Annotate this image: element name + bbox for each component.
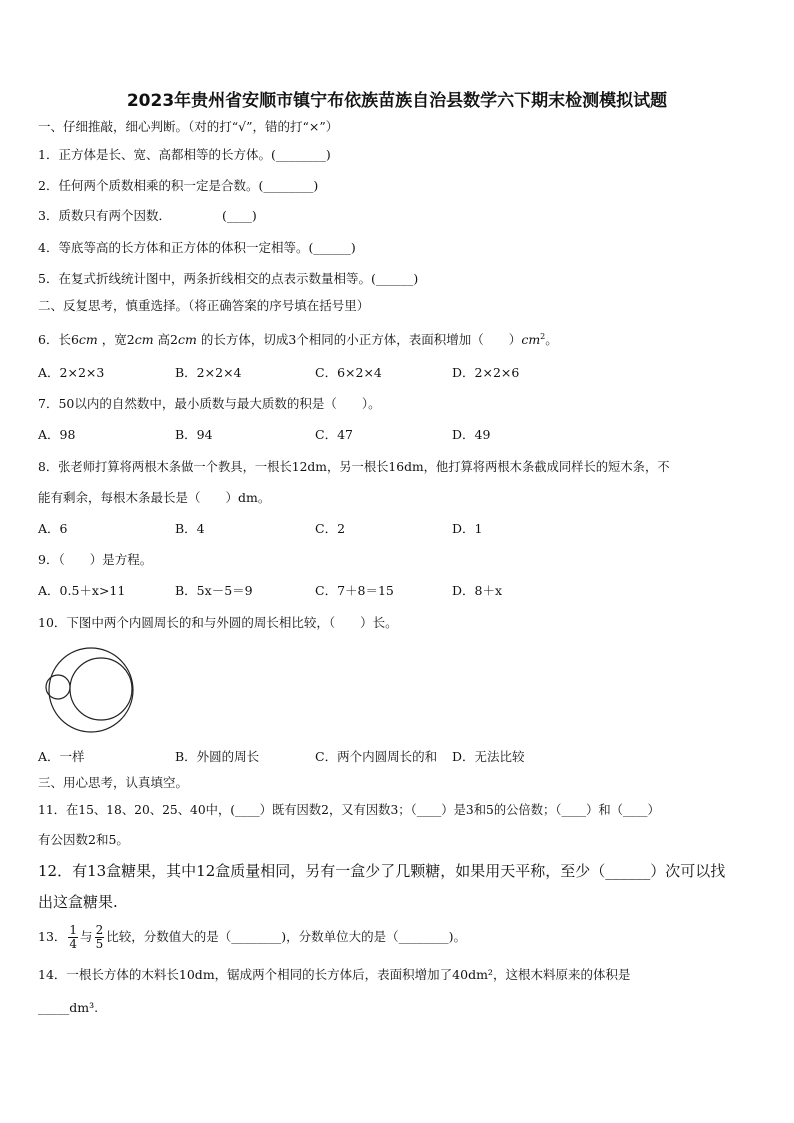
q6-unit-cm-4: cm [521, 332, 541, 348]
q10-option-b: B．外圆的周长 [175, 749, 260, 764]
question-9: 9．（ ）是方程。 [38, 552, 153, 567]
fraction-2-numerator: 2 [95, 923, 104, 937]
q6-unit-sup: 2 [540, 332, 546, 341]
q13-text: 比较，分数值大的是（________)，分数单位大的是（________)。 [106, 929, 466, 944]
q8-option-b: B．4 [175, 521, 205, 536]
q9-option-b: B．5x－5＝9 [175, 583, 253, 598]
question-3-blank: (____) [222, 208, 257, 223]
q7-option-a: A．98 [38, 427, 76, 442]
q8-option-c: C．2 [315, 521, 346, 536]
fraction-1-4 [68, 924, 78, 951]
large-inner-circle [70, 658, 132, 720]
question-11-line-2: 有公因数2和5。 [38, 832, 129, 847]
q6-unit-cm-1: cm [78, 332, 98, 348]
q10-option-d: D．无法比较 [452, 749, 525, 764]
q6-text-2: ，宽2 [101, 332, 135, 348]
question-14-line-1: 14．一根长方体的木料长10dm，锯成两个相同的长方体后，表面积增加了40dm²，这根木料原来的体积是 [38, 967, 631, 982]
q6-text-1: 6．长6 [38, 332, 79, 348]
q7-option-c: C．47 [315, 427, 353, 442]
circles-figure [42, 645, 142, 737]
question-12-line-1: 12．有13盒糖果，其中12盒质量相同，另有一盒少了几颗糖，如果用天平称，至少（______）次可以找 [38, 862, 726, 880]
question-8-line-1: 8．张老师打算将两根木条做一个教具，一根长12dm，另一根长16dm，他打算将两根木条截成同样长的短木条，不 [38, 460, 670, 474]
question-7: 7．50以内的自然数中，最小质数与最大质数的积是（ ）。 [38, 396, 381, 411]
q13-number: 13． [38, 929, 67, 944]
q13-and: 与 [80, 929, 93, 944]
q9-option-c: C．7＋8＝15 [315, 583, 394, 598]
section-3-heading: 三、用心思考，认真填空。 [38, 775, 189, 790]
fraction-1-denominator: 4 [69, 937, 78, 951]
q10-option-a: A．一样 [38, 749, 85, 764]
q6-unit-cm-2: cm [134, 332, 154, 348]
q6-text-3: 高2 [157, 332, 178, 348]
q10-option-c: C．两个内圆周长的和 [315, 749, 438, 764]
question-8-line-2: 能有剩余，每根木条最长是（ ）dm。 [38, 490, 271, 505]
q7-option-d: D．49 [452, 427, 491, 442]
question-10: 10．下图中两个内圆周长的和与外圆的周长相比较，（ ）长。 [38, 615, 398, 630]
question-12-line-2: 出这盒糖果. [38, 893, 118, 911]
q6-option-a: A．2×2×3 [38, 365, 105, 380]
question-2: 2．任何两个质数相乘的积一定是合数。(________) [38, 178, 319, 193]
q6-unit-cm-3: cm [178, 332, 197, 348]
q6-end: 。 [545, 332, 558, 348]
q6-option-d: D．2×2×6 [452, 365, 520, 380]
section-1-heading: 一、仔细推敲，细心判断。（对的打“√”，错的打“×”） [38, 119, 339, 134]
fraction-2-denominator: 5 [95, 937, 104, 951]
q8-option-d: D．1 [452, 521, 483, 536]
question-11-line-1: 11．在15、18、20、25、40中，(____）既有因数2，又有因数3；（____）是3和5的公倍数；（____）和（____） [38, 803, 660, 817]
fraction-2-5 [95, 924, 105, 951]
q9-option-a: A．0.5＋x>11 [38, 583, 126, 598]
q6-option-b: B．2×2×4 [175, 365, 242, 380]
q6-option-c: C．6×2×4 [315, 365, 382, 380]
q8-option-a: A．6 [38, 521, 68, 536]
fraction-1-numerator: 1 [69, 923, 78, 937]
outer-circle [49, 648, 133, 732]
question-4: 4．等底等高的长方体和正方体的体积一定相等。(______) [38, 240, 356, 255]
q7-option-b: B．94 [175, 427, 213, 442]
question-3: 3．质数只有两个因数． [38, 208, 171, 223]
question-5: 5．在复式折线统计图中，两条折线相交的点表示数量相等。(______) [38, 271, 419, 286]
q9-option-d: D．8＋x [452, 583, 503, 598]
page-title: 2023年贵州省安顺市镇宁布依族苗族自治县数学六下期末检测模拟试题 [126, 91, 668, 111]
question-1: 1．正方体是长、宽、高都相等的长方体。(________) [38, 147, 331, 162]
question-14-line-2: _____dm³. [38, 1000, 99, 1015]
q6-text-4: 的长方体，切成3个相同的小正方体，表面积增加（ ） [200, 332, 522, 348]
question-6 [38, 328, 558, 349]
section-2-heading: 二、反复思考，慎重选择。（将正确答案的序号填在括号里） [38, 298, 370, 313]
question-13 [38, 922, 466, 952]
